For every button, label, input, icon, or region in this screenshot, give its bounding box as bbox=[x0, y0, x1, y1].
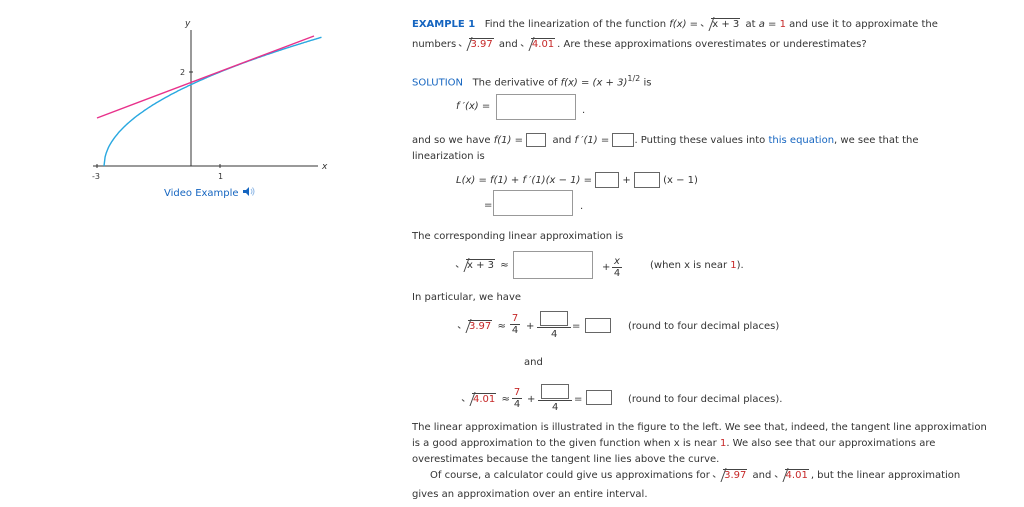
plus-397: + bbox=[526, 321, 535, 332]
four-397: 4 bbox=[551, 329, 558, 340]
this-equation-link[interactable]: this equation bbox=[768, 135, 835, 146]
f1-input[interactable] bbox=[526, 133, 546, 147]
approx-lhs bbox=[456, 259, 509, 273]
video-example-link[interactable] bbox=[164, 186, 256, 201]
Lx-label: L(x) = f(1) + f ′(1)(x − 1) = bbox=[456, 175, 592, 186]
solution-label: SOLUTION bbox=[412, 77, 464, 89]
example-text-1: Find the linearization of the function bbox=[484, 19, 667, 30]
tick-label-x1: 1 bbox=[218, 172, 224, 181]
Lx-line bbox=[456, 172, 698, 188]
result401-input[interactable] bbox=[586, 390, 612, 405]
para2-line1: Of course, a calculator could give us approximations for 3.97 and 4.01 , but the linear approximation bbox=[430, 470, 961, 481]
example-fx: f(x) = bbox=[669, 19, 699, 30]
putting-text: . Putting these values into bbox=[634, 135, 766, 146]
approx-plus: + bbox=[602, 262, 611, 273]
eq-401: = bbox=[574, 394, 583, 405]
corresponding-text: The corresponding linear approximation is bbox=[412, 231, 624, 242]
approx-const-input[interactable] bbox=[513, 251, 593, 279]
and-mid: and bbox=[524, 357, 543, 368]
deriv-is: is bbox=[643, 77, 652, 89]
sqrt-401: 4.01 bbox=[521, 38, 555, 52]
fprime-period: . bbox=[582, 105, 586, 116]
sqrt-397: 3.97 bbox=[459, 38, 493, 52]
linearization-figure bbox=[0, 0, 340, 190]
Lx-equals: = bbox=[484, 200, 493, 211]
sqrt397-lhs: 3.97 ≈ bbox=[458, 320, 506, 334]
fprime-input[interactable] bbox=[496, 94, 576, 120]
example-text-1b: and use it to approximate the bbox=[789, 19, 938, 30]
sqrt-x-plus-3: x + 3 bbox=[701, 18, 740, 32]
plus-401: + bbox=[527, 394, 536, 405]
y-axis-label: y bbox=[185, 19, 191, 29]
para1-line1: The linear approximation is illustrated in the figure to the left. We see that, indeed, the tangent line approximation bbox=[412, 422, 987, 433]
eq-397: = bbox=[572, 321, 581, 332]
four-401: 4 bbox=[552, 402, 559, 413]
fprime-label: f ′(x) = bbox=[456, 101, 491, 112]
example-a-eq: a = bbox=[758, 19, 777, 30]
round-note-1: (round to four decimal places) bbox=[628, 321, 780, 332]
para1-line2: is a good approximation to the given function when x is near 1. We also see that our approximations are bbox=[412, 438, 936, 449]
in-particular: In particular, we have bbox=[412, 292, 522, 303]
approx-sign: ≈ bbox=[500, 260, 509, 271]
and-fp1: and bbox=[552, 135, 572, 146]
example-line-2 bbox=[412, 38, 867, 52]
solution-line bbox=[412, 72, 651, 90]
x-over-4: $\frac{x}{4}$ bbox=[613, 256, 621, 279]
example-numbers: numbers bbox=[412, 39, 457, 50]
speaker-icon bbox=[242, 186, 256, 197]
when-near: (when x is near 1). bbox=[650, 260, 744, 271]
example-text-2b: . Are these approximations overestimates or underestimates? bbox=[557, 39, 867, 50]
Lx-const-input[interactable] bbox=[595, 172, 619, 188]
Lx-coef-input[interactable] bbox=[634, 172, 660, 188]
para2-line2: gives an approximation over an entire interval. bbox=[412, 489, 648, 500]
tick-label-y2: 2 bbox=[180, 68, 186, 77]
so-we-have: and so we have bbox=[412, 135, 491, 146]
Lx-plus: + bbox=[622, 175, 631, 186]
Lx-period: . bbox=[580, 201, 584, 212]
we-see: , we see that the bbox=[834, 135, 919, 146]
deriv-fn: f(x) = (x + 3) bbox=[560, 77, 628, 89]
example-a-val: 1 bbox=[779, 19, 786, 30]
tick-label-xm3: -3 bbox=[92, 172, 100, 181]
round-note-2: (round to four decimal places). bbox=[628, 394, 783, 405]
fp1-label: f ′(1) = bbox=[574, 135, 610, 146]
fp1-input[interactable] bbox=[612, 133, 634, 147]
f1-label: f(1) = bbox=[493, 135, 523, 146]
linearization-is: linearization is bbox=[412, 151, 485, 162]
values-line bbox=[412, 133, 919, 148]
example-label: EXAMPLE 1 bbox=[412, 19, 476, 30]
video-example-label: Video Example bbox=[164, 188, 239, 199]
seven-fourths-2: $\frac{7}{4}$ bbox=[513, 387, 521, 410]
result397-input[interactable] bbox=[585, 318, 611, 333]
deriv-text: The derivative of bbox=[472, 77, 558, 89]
Lx-x-minus-1: (x − 1) bbox=[663, 175, 698, 186]
tangent-line bbox=[97, 36, 314, 118]
sqrt-x3-approx: x + 3 bbox=[456, 259, 495, 273]
example-line-1 bbox=[412, 18, 938, 32]
num397-input[interactable] bbox=[540, 311, 568, 326]
num401-input[interactable] bbox=[541, 384, 569, 399]
example-at: at bbox=[745, 19, 756, 30]
Lx-simplified-input[interactable] bbox=[493, 190, 573, 216]
para1-line3: overestimates because the tangent line lies above the curve. bbox=[412, 454, 720, 465]
seven-fourths-1: $\frac{7}{4}$ bbox=[511, 313, 519, 336]
deriv-exp: 1/2 bbox=[627, 74, 641, 83]
x-axis-label: x bbox=[322, 162, 328, 172]
sqrt401-lhs: 4.01 ≈ bbox=[462, 393, 510, 407]
example-and: and bbox=[498, 39, 518, 50]
function-curve bbox=[104, 37, 322, 166]
